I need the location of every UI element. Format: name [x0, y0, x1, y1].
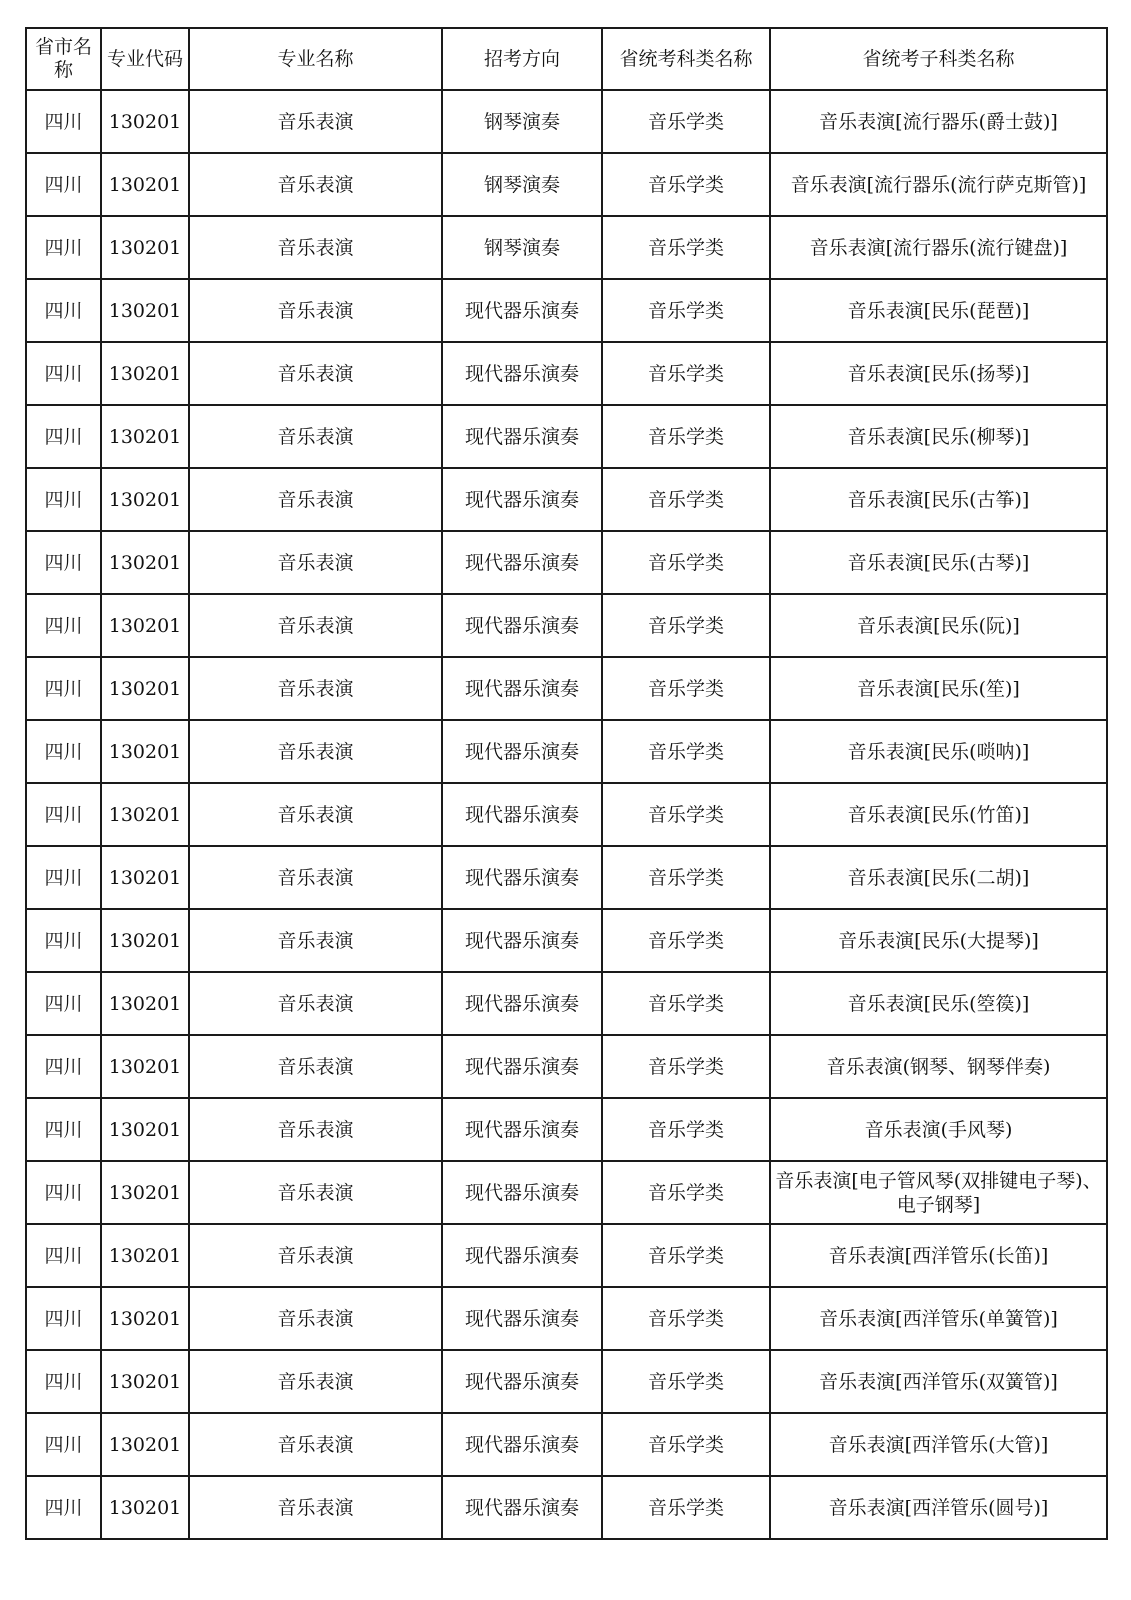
cell-direction: 现代器乐演奏 [442, 342, 602, 405]
cell-province: 四川 [26, 153, 101, 216]
cell-major: 音乐表演 [189, 1224, 442, 1287]
cell-major: 音乐表演 [189, 279, 442, 342]
cell-code: 130201 [101, 909, 189, 972]
cell-category: 音乐学类 [602, 279, 770, 342]
cell-subcategory: 音乐表演[西洋管乐(双簧管)] [770, 1350, 1107, 1413]
cell-province: 四川 [26, 342, 101, 405]
table-row [26, 531, 1107, 594]
table-row [26, 657, 1107, 720]
cell-code: 130201 [101, 972, 189, 1035]
cell-subcategory: 音乐表演[西洋管乐(大管)] [770, 1413, 1107, 1476]
cell-subcategory: 音乐表演[民乐(竹笛)] [770, 783, 1107, 846]
cell-province: 四川 [26, 594, 101, 657]
cell-code: 130201 [101, 1161, 189, 1224]
table-row [26, 216, 1107, 279]
cell-province: 四川 [26, 657, 101, 720]
cell-province: 四川 [26, 1350, 101, 1413]
table-row [26, 342, 1107, 405]
cell-province: 四川 [26, 468, 101, 531]
cell-category: 音乐学类 [602, 909, 770, 972]
cell-code: 130201 [101, 90, 189, 153]
table-header [26, 28, 1107, 90]
cell-code: 130201 [101, 405, 189, 468]
cell-code: 130201 [101, 153, 189, 216]
cell-major: 音乐表演 [189, 468, 442, 531]
cell-subcategory: 音乐表演[民乐(大提琴)] [770, 909, 1107, 972]
cell-subcategory: 音乐表演[电子管风琴(双排键电子琴)、电子钢琴] [770, 1161, 1107, 1224]
cell-province: 四川 [26, 1287, 101, 1350]
cell-province: 四川 [26, 1098, 101, 1161]
cell-major: 音乐表演 [189, 783, 442, 846]
cell-subcategory: 音乐表演[民乐(阮)] [770, 594, 1107, 657]
cell-major: 音乐表演 [189, 972, 442, 1035]
cell-major: 音乐表演 [189, 342, 442, 405]
cell-direction: 现代器乐演奏 [442, 657, 602, 720]
table-row [26, 405, 1107, 468]
cell-direction: 钢琴演奏 [442, 90, 602, 153]
table-row [26, 846, 1107, 909]
cell-province: 四川 [26, 531, 101, 594]
header-code: 专业代码 [101, 28, 189, 90]
cell-category: 音乐学类 [602, 1161, 770, 1224]
cell-province: 四川 [26, 1035, 101, 1098]
header-major: 专业名称 [189, 28, 442, 90]
cell-category: 音乐学类 [602, 405, 770, 468]
cell-code: 130201 [101, 1287, 189, 1350]
major-table [25, 27, 1108, 1540]
cell-direction: 现代器乐演奏 [442, 1413, 602, 1476]
cell-code: 130201 [101, 342, 189, 405]
cell-direction: 现代器乐演奏 [442, 468, 602, 531]
table-row [26, 1161, 1107, 1224]
cell-major: 音乐表演 [189, 657, 442, 720]
cell-subcategory: 音乐表演[民乐(琵琶)] [770, 279, 1107, 342]
cell-code: 130201 [101, 1224, 189, 1287]
cell-category: 音乐学类 [602, 342, 770, 405]
cell-direction: 现代器乐演奏 [442, 846, 602, 909]
cell-major: 音乐表演 [189, 846, 442, 909]
cell-category: 音乐学类 [602, 1098, 770, 1161]
cell-province: 四川 [26, 720, 101, 783]
cell-subcategory: 音乐表演[民乐(古筝)] [770, 468, 1107, 531]
cell-subcategory: 音乐表演[西洋管乐(长笛)] [770, 1224, 1107, 1287]
cell-direction: 现代器乐演奏 [442, 531, 602, 594]
cell-direction: 现代器乐演奏 [442, 1287, 602, 1350]
header-direction: 招考方向 [442, 28, 602, 90]
cell-code: 130201 [101, 1035, 189, 1098]
cell-code: 130201 [101, 531, 189, 594]
table-row [26, 720, 1107, 783]
table-row [26, 1413, 1107, 1476]
cell-code: 130201 [101, 216, 189, 279]
cell-province: 四川 [26, 909, 101, 972]
cell-category: 音乐学类 [602, 972, 770, 1035]
table-row [26, 909, 1107, 972]
cell-code: 130201 [101, 720, 189, 783]
cell-category: 音乐学类 [602, 216, 770, 279]
cell-code: 130201 [101, 657, 189, 720]
cell-major: 音乐表演 [189, 909, 442, 972]
cell-category: 音乐学类 [602, 846, 770, 909]
cell-major: 音乐表演 [189, 216, 442, 279]
cell-direction: 现代器乐演奏 [442, 1035, 602, 1098]
cell-subcategory: 音乐表演(手风琴) [770, 1098, 1107, 1161]
cell-subcategory: 音乐表演[民乐(笙)] [770, 657, 1107, 720]
cell-code: 130201 [101, 1476, 189, 1539]
cell-province: 四川 [26, 1224, 101, 1287]
table-row [26, 1035, 1107, 1098]
cell-major: 音乐表演 [189, 90, 442, 153]
cell-category: 音乐学类 [602, 1035, 770, 1098]
cell-subcategory: 音乐表演[西洋管乐(圆号)] [770, 1476, 1107, 1539]
header-row [26, 28, 1107, 90]
table-row [26, 468, 1107, 531]
cell-subcategory: 音乐表演[民乐(箜篌)] [770, 972, 1107, 1035]
cell-category: 音乐学类 [602, 1287, 770, 1350]
cell-major: 音乐表演 [189, 1413, 442, 1476]
cell-direction: 现代器乐演奏 [442, 783, 602, 846]
cell-code: 130201 [101, 783, 189, 846]
cell-direction: 现代器乐演奏 [442, 1350, 602, 1413]
cell-subcategory: 音乐表演(钢琴、钢琴伴奏) [770, 1035, 1107, 1098]
cell-province: 四川 [26, 972, 101, 1035]
cell-direction: 现代器乐演奏 [442, 1098, 602, 1161]
cell-major: 音乐表演 [189, 1350, 442, 1413]
cell-province: 四川 [26, 846, 101, 909]
cell-subcategory: 音乐表演[流行器乐(爵士鼓)] [770, 90, 1107, 153]
cell-direction: 钢琴演奏 [442, 216, 602, 279]
cell-category: 音乐学类 [602, 1224, 770, 1287]
cell-province: 四川 [26, 1161, 101, 1224]
cell-direction: 现代器乐演奏 [442, 1161, 602, 1224]
cell-direction: 钢琴演奏 [442, 153, 602, 216]
cell-category: 音乐学类 [602, 468, 770, 531]
cell-direction: 现代器乐演奏 [442, 720, 602, 783]
cell-code: 130201 [101, 1413, 189, 1476]
cell-subcategory: 音乐表演[民乐(二胡)] [770, 846, 1107, 909]
header-province: 省市名称 [26, 28, 101, 90]
cell-province: 四川 [26, 90, 101, 153]
table-row [26, 1287, 1107, 1350]
table-row [26, 90, 1107, 153]
cell-direction: 现代器乐演奏 [442, 405, 602, 468]
table-row [26, 1224, 1107, 1287]
cell-category: 音乐学类 [602, 1413, 770, 1476]
cell-code: 130201 [101, 846, 189, 909]
cell-direction: 现代器乐演奏 [442, 909, 602, 972]
cell-major: 音乐表演 [189, 720, 442, 783]
cell-code: 130201 [101, 594, 189, 657]
cell-subcategory: 音乐表演[流行器乐(流行键盘)] [770, 216, 1107, 279]
cell-category: 音乐学类 [602, 1350, 770, 1413]
cell-category: 音乐学类 [602, 1476, 770, 1539]
cell-major: 音乐表演 [189, 594, 442, 657]
cell-category: 音乐学类 [602, 657, 770, 720]
cell-category: 音乐学类 [602, 783, 770, 846]
cell-subcategory: 音乐表演[民乐(扬琴)] [770, 342, 1107, 405]
cell-code: 130201 [101, 279, 189, 342]
cell-major: 音乐表演 [189, 1035, 442, 1098]
table-row [26, 972, 1107, 1035]
table-row [26, 1098, 1107, 1161]
cell-major: 音乐表演 [189, 1161, 442, 1224]
cell-category: 音乐学类 [602, 90, 770, 153]
cell-direction: 现代器乐演奏 [442, 1476, 602, 1539]
cell-subcategory: 音乐表演[民乐(唢呐)] [770, 720, 1107, 783]
table-row [26, 594, 1107, 657]
header-category: 省统考科类名称 [602, 28, 770, 90]
cell-major: 音乐表演 [189, 1098, 442, 1161]
cell-code: 130201 [101, 1098, 189, 1161]
cell-category: 音乐学类 [602, 153, 770, 216]
cell-code: 130201 [101, 1350, 189, 1413]
cell-province: 四川 [26, 216, 101, 279]
cell-category: 音乐学类 [602, 531, 770, 594]
cell-major: 音乐表演 [189, 1287, 442, 1350]
cell-subcategory: 音乐表演[西洋管乐(单簧管)] [770, 1287, 1107, 1350]
table-body [26, 90, 1107, 1539]
table-row [26, 1350, 1107, 1413]
table-row [26, 783, 1107, 846]
cell-province: 四川 [26, 1413, 101, 1476]
cell-major: 音乐表演 [189, 1476, 442, 1539]
header-subcategory: 省统考子科类名称 [770, 28, 1107, 90]
cell-province: 四川 [26, 1476, 101, 1539]
cell-subcategory: 音乐表演[民乐(古琴)] [770, 531, 1107, 594]
cell-direction: 现代器乐演奏 [442, 279, 602, 342]
table-row [26, 279, 1107, 342]
cell-major: 音乐表演 [189, 405, 442, 468]
cell-direction: 现代器乐演奏 [442, 972, 602, 1035]
cell-subcategory: 音乐表演[民乐(柳琴)] [770, 405, 1107, 468]
cell-category: 音乐学类 [602, 594, 770, 657]
cell-province: 四川 [26, 405, 101, 468]
cell-subcategory: 音乐表演[流行器乐(流行萨克斯管)] [770, 153, 1107, 216]
cell-code: 130201 [101, 468, 189, 531]
table-row [26, 153, 1107, 216]
cell-category: 音乐学类 [602, 720, 770, 783]
cell-province: 四川 [26, 783, 101, 846]
cell-province: 四川 [26, 279, 101, 342]
table-row [26, 1476, 1107, 1539]
cell-major: 音乐表演 [189, 153, 442, 216]
cell-direction: 现代器乐演奏 [442, 594, 602, 657]
cell-direction: 现代器乐演奏 [442, 1224, 602, 1287]
cell-major: 音乐表演 [189, 531, 442, 594]
